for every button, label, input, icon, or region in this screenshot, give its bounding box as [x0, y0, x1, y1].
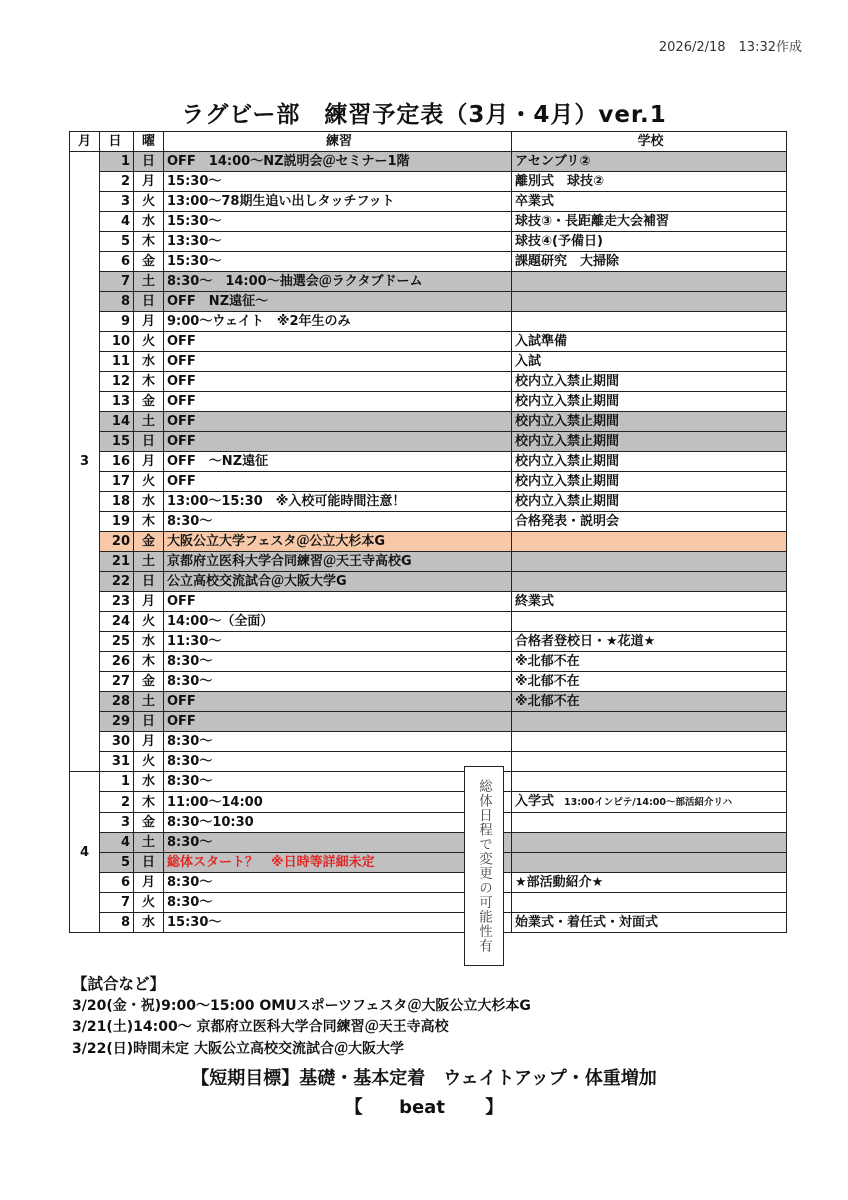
school-cell [512, 873, 787, 893]
school-text: 校内立入禁止期間 [515, 494, 620, 509]
day-cell: 9 [100, 312, 134, 332]
match-item: 3/21(土)14:00～ 京都府立医科大学合同練習＠天王寺高校 [72, 1019, 449, 1035]
practice-text: 8:30～ [167, 754, 213, 769]
slogan-open-bracket: 【 [344, 1097, 363, 1118]
table-row [70, 272, 787, 292]
practice-text: 15:30～ [167, 254, 222, 269]
practice-cell [164, 372, 512, 392]
table-row [70, 853, 787, 873]
day-cell: 30 [100, 732, 134, 752]
school-cell [512, 692, 787, 712]
practice-cell [164, 212, 512, 232]
school-text: 卒業式 [515, 194, 555, 209]
day-cell: 28 [100, 692, 134, 712]
table-row [70, 752, 787, 772]
practice-text: 8:30～ [167, 514, 213, 529]
created-timestamp: 2026/2/18 13:32作成 [658, 40, 802, 55]
weekday-cell: 火 [134, 332, 164, 352]
practice-cell [164, 492, 512, 512]
weekday-cell: 月 [134, 873, 164, 893]
practice-cell [164, 312, 512, 332]
weekday-cell: 土 [134, 552, 164, 572]
weekday-cell: 月 [134, 732, 164, 752]
practice-text: 公立高校交流試合＠大阪大学G [167, 574, 347, 589]
school-cell [512, 192, 787, 212]
table-row [70, 432, 787, 452]
practice-cell [164, 692, 512, 712]
school-cell [512, 272, 787, 292]
school-cell [512, 332, 787, 352]
practice-text: 15:30～ [167, 214, 222, 229]
weekday-cell: 金 [134, 813, 164, 833]
day-cell: 2 [100, 792, 134, 813]
day-cell: 7 [100, 272, 134, 292]
weekday-cell: 金 [134, 672, 164, 692]
table-row [70, 612, 787, 632]
practice-cell [164, 592, 512, 612]
practice-text: 総体スタート？ ※日時等詳細未定 [167, 855, 375, 870]
day-cell: 14 [100, 412, 134, 432]
practice-text: 9:00～ウェイト ※2年生のみ [167, 314, 351, 329]
practice-cell [164, 332, 512, 352]
school-text: 校内立入禁止期間 [515, 454, 620, 469]
side-note: 総体日程で変更の可能性有 [464, 766, 504, 966]
header-month: 月 [70, 132, 100, 152]
practice-cell [164, 532, 512, 552]
practice-cell [164, 292, 512, 312]
day-cell: 13 [100, 392, 134, 412]
slogan-word: beat [399, 1097, 445, 1118]
table-row [70, 212, 787, 232]
practice-cell [164, 752, 512, 772]
practice-cell [164, 252, 512, 272]
practice-text: 8:30～ 14:00～抽選会＠ラクタブドーム [167, 274, 423, 289]
weekday-cell: 日 [134, 292, 164, 312]
school-cell [512, 672, 787, 692]
day-cell: 8 [100, 292, 134, 312]
school-text: ※北郁不在 [515, 694, 580, 709]
day-cell: 8 [100, 913, 134, 933]
day-cell: 4 [100, 212, 134, 232]
practice-cell [164, 873, 512, 893]
school-text: 終業式 [515, 594, 555, 609]
table-row [70, 552, 787, 572]
day-cell: 3 [100, 813, 134, 833]
school-text: 離別式 球技② [515, 174, 605, 189]
school-cell [512, 893, 787, 913]
practice-cell [164, 813, 512, 833]
practice-cell [164, 913, 512, 933]
practice-text: 13:00～15:30 ※入校可能時間注意！ [167, 494, 406, 509]
practice-cell [164, 792, 512, 813]
practice-text: 11:00～14:00 [167, 794, 263, 810]
day-cell: 22 [100, 572, 134, 592]
weekday-cell: 木 [134, 512, 164, 532]
school-cell [512, 833, 787, 853]
school-cell [512, 152, 787, 172]
school-cell [512, 352, 787, 372]
weekday-cell: 水 [134, 913, 164, 933]
table-row [70, 732, 787, 752]
day-cell: 20 [100, 532, 134, 552]
weekday-cell: 土 [134, 833, 164, 853]
practice-cell [164, 632, 512, 652]
practice-cell [164, 152, 512, 172]
weekday-cell: 水 [134, 352, 164, 372]
weekday-cell: 木 [134, 792, 164, 813]
practice-cell [164, 512, 512, 532]
practice-cell [164, 192, 512, 212]
school-text: アセンブリ② [515, 154, 591, 169]
practice-text: OFF [167, 434, 196, 449]
day-cell: 29 [100, 712, 134, 732]
school-text: ★部活動紹介★ [515, 875, 604, 890]
practice-text: 14:00～（全面） [167, 614, 274, 629]
practice-text: OFF 14:00～NZ説明会＠セミナー1階 [167, 154, 410, 169]
practice-cell [164, 712, 512, 732]
day-cell: 5 [100, 853, 134, 873]
weekday-cell: 金 [134, 532, 164, 552]
table-row [70, 692, 787, 712]
practice-text: OFF [167, 474, 196, 489]
practice-text: 8:30～10:30 [167, 815, 254, 830]
school-cell [512, 712, 787, 732]
schedule-body [70, 152, 787, 933]
weekday-cell: 火 [134, 612, 164, 632]
school-text: 入学式 [515, 794, 555, 809]
month-cell: 3 [70, 152, 100, 772]
practice-cell [164, 672, 512, 692]
weekday-cell: 日 [134, 712, 164, 732]
table-row [70, 893, 787, 913]
practice-text: 15:30～ [167, 174, 222, 189]
school-text: 始業式・着任式・対面式 [515, 915, 659, 930]
school-text: 合格者登校日・★花道★ [515, 634, 656, 649]
table-row [70, 332, 787, 352]
school-text: 合格発表・説明会 [515, 514, 620, 529]
practice-cell [164, 833, 512, 853]
school-cell [512, 212, 787, 232]
school-cell [512, 532, 787, 552]
practice-text: 8:30～ [167, 875, 213, 890]
school-cell [512, 372, 787, 392]
practice-text: 13:00～78期生追い出しタッチフット [167, 194, 395, 209]
practice-cell [164, 893, 512, 913]
school-cell [512, 772, 787, 792]
school-text: ※北郁不在 [515, 654, 580, 669]
practice-text: 8:30～ [167, 734, 213, 749]
school-text: 球技③・長距離走大会補習 [515, 214, 670, 229]
day-cell: 19 [100, 512, 134, 532]
table-row [70, 232, 787, 252]
header-school: 学校 [512, 132, 787, 152]
day-cell: 16 [100, 452, 134, 472]
weekday-cell: 木 [134, 652, 164, 672]
school-cell [512, 392, 787, 412]
weekday-cell: 水 [134, 772, 164, 792]
weekday-cell: 日 [134, 152, 164, 172]
day-cell: 2 [100, 172, 134, 192]
practice-cell [164, 652, 512, 672]
school-text: 校内立入禁止期間 [515, 394, 620, 409]
practice-text: 13:30～ [167, 234, 222, 249]
school-text: 校内立入禁止期間 [515, 434, 620, 449]
practice-cell [164, 552, 512, 572]
table-row [70, 172, 787, 192]
day-cell: 15 [100, 432, 134, 452]
practice-cell [164, 272, 512, 292]
practice-text: 11:30～ [167, 634, 222, 649]
table-row [70, 292, 787, 312]
practice-text: OFF [167, 594, 196, 609]
school-cell [512, 252, 787, 272]
weekday-cell: 火 [134, 893, 164, 913]
school-cell [512, 813, 787, 833]
match-item: 3/22(日)時間未定 大阪公立高校交流試合＠大阪大学 [72, 1040, 405, 1057]
weekday-cell: 火 [134, 472, 164, 492]
school-cell [512, 572, 787, 592]
school-text: 校内立入禁止期間 [515, 414, 620, 429]
day-cell: 5 [100, 232, 134, 252]
weekday-cell: 日 [134, 432, 164, 452]
practice-text: OFF [167, 414, 196, 429]
practice-cell [164, 352, 512, 372]
weekday-cell: 土 [134, 412, 164, 432]
day-cell: 17 [100, 472, 134, 492]
school-text: 校内立入禁止期間 [515, 374, 620, 389]
table-row [70, 592, 787, 612]
table-row [70, 712, 787, 732]
school-cell [512, 612, 787, 632]
practice-cell [164, 612, 512, 632]
school-cell [512, 632, 787, 652]
table-row [70, 813, 787, 833]
practice-text: 京都府立医科大学合同練習＠天王寺高校G [167, 554, 412, 569]
practice-cell [164, 572, 512, 592]
practice-text: 8:30～ [167, 835, 213, 850]
match-item: 3/20(金・祝)9:00～15:00 OMUスポーツフェスタ＠大阪公立大杉本G [72, 997, 531, 1014]
practice-cell [164, 412, 512, 432]
table-row [70, 672, 787, 692]
school-text: 球技④(予備日) [515, 234, 603, 249]
header-day: 日 [100, 132, 134, 152]
school-cell [512, 172, 787, 192]
day-cell: 23 [100, 592, 134, 612]
practice-text: OFF [167, 714, 196, 729]
school-cell [512, 752, 787, 772]
school-cell [512, 552, 787, 572]
school-cell [512, 232, 787, 252]
page-title: ラグビー部 練習予定表（3月・4月）ver.1 [181, 102, 667, 128]
practice-text: OFF [167, 354, 196, 369]
weekday-cell: 土 [134, 272, 164, 292]
table-row [70, 632, 787, 652]
practice-cell [164, 772, 512, 792]
day-cell: 27 [100, 672, 134, 692]
header-practice: 練習 [164, 132, 512, 152]
table-row [70, 252, 787, 272]
table-row [70, 452, 787, 472]
weekday-cell: 月 [134, 312, 164, 332]
weekday-cell: 月 [134, 452, 164, 472]
table-row [70, 772, 787, 792]
practice-cell [164, 392, 512, 412]
school-cell [512, 652, 787, 672]
school-subnote: 13:00インピテ/14:00～部活紹介リハ [564, 797, 733, 808]
school-cell [512, 432, 787, 452]
weekday-cell: 水 [134, 492, 164, 512]
table-row [70, 873, 787, 893]
weekday-cell: 水 [134, 632, 164, 652]
weekday-cell: 日 [134, 572, 164, 592]
table-row [70, 192, 787, 212]
day-cell: 11 [100, 352, 134, 372]
matches-section [72, 974, 531, 1060]
table-row [70, 472, 787, 492]
weekday-cell: 木 [134, 232, 164, 252]
weekday-cell: 月 [134, 172, 164, 192]
day-cell: 1 [100, 772, 134, 792]
practice-cell [164, 853, 512, 873]
table-row [70, 392, 787, 412]
table-row [70, 492, 787, 512]
practice-cell [164, 732, 512, 752]
practice-text: 8:30～ [167, 774, 213, 789]
weekday-cell: 火 [134, 752, 164, 772]
school-cell [512, 853, 787, 873]
table-row [70, 833, 787, 853]
day-cell: 6 [100, 252, 134, 272]
day-cell: 18 [100, 492, 134, 512]
day-cell: 24 [100, 612, 134, 632]
header-weekday: 曜 [134, 132, 164, 152]
weekday-cell: 金 [134, 392, 164, 412]
day-cell: 6 [100, 873, 134, 893]
day-cell: 4 [100, 833, 134, 853]
day-cell: 1 [100, 152, 134, 172]
table-row [70, 352, 787, 372]
practice-cell [164, 232, 512, 252]
short-term-goal: 【短期目標】基礎・基本定着 ウェイトアップ・体重増加 [191, 1068, 657, 1089]
matches-heading: 【試合など】 [72, 975, 166, 993]
practice-text: 8:30～ [167, 674, 213, 689]
practice-cell [164, 452, 512, 472]
table-row [70, 152, 787, 172]
day-cell: 12 [100, 372, 134, 392]
school-cell [512, 412, 787, 432]
school-text: 入試準備 [515, 334, 568, 349]
school-cell [512, 472, 787, 492]
table-row [70, 572, 787, 592]
practice-text: 大阪公立大学フェスタ＠公立大杉本G [167, 534, 386, 549]
school-cell [512, 512, 787, 532]
weekday-cell: 木 [134, 372, 164, 392]
practice-text: 8:30～ [167, 654, 213, 669]
weekday-cell: 月 [134, 592, 164, 612]
table-row [70, 913, 787, 933]
practice-text: 15:30～ [167, 915, 222, 930]
school-cell [512, 312, 787, 332]
school-cell [512, 913, 787, 933]
practice-cell [164, 472, 512, 492]
table-row [70, 312, 787, 332]
weekday-cell: 土 [134, 692, 164, 712]
practice-text: OFF [167, 694, 196, 709]
school-cell [512, 452, 787, 472]
day-cell: 21 [100, 552, 134, 572]
school-text: 校内立入禁止期間 [515, 474, 620, 489]
practice-text: OFF [167, 394, 196, 409]
weekday-cell: 水 [134, 212, 164, 232]
school-cell [512, 292, 787, 312]
practice-text: OFF ～NZ遠征 [167, 454, 269, 469]
school-cell [512, 592, 787, 612]
table-row [70, 532, 787, 552]
table-row [70, 652, 787, 672]
practice-text: OFF [167, 334, 196, 349]
table-row [70, 412, 787, 432]
school-cell [512, 492, 787, 512]
weekday-cell: 日 [134, 853, 164, 873]
day-cell: 7 [100, 893, 134, 913]
table-header-row [70, 132, 787, 152]
slogan-close-bracket: 】 [485, 1097, 504, 1118]
school-text: 入試 [515, 354, 542, 369]
weekday-cell: 金 [134, 252, 164, 272]
table-row [70, 372, 787, 392]
practice-text: OFF [167, 374, 196, 389]
table-row [70, 792, 787, 813]
school-text: ※北郁不在 [515, 674, 580, 689]
schedule-table [69, 131, 787, 933]
practice-cell [164, 432, 512, 452]
day-cell: 3 [100, 192, 134, 212]
day-cell: 25 [100, 632, 134, 652]
table-row [70, 512, 787, 532]
practice-text: OFF NZ遠征～ [167, 294, 269, 309]
school-text: 課題研究 大掃除 [515, 254, 620, 269]
weekday-cell: 火 [134, 192, 164, 212]
day-cell: 31 [100, 752, 134, 772]
school-cell [512, 792, 787, 813]
day-cell: 26 [100, 652, 134, 672]
month-cell: 4 [70, 772, 100, 933]
school-cell [512, 732, 787, 752]
practice-text: 8:30～ [167, 895, 213, 910]
practice-cell [164, 172, 512, 192]
slogan [0, 1093, 848, 1119]
day-cell: 10 [100, 332, 134, 352]
